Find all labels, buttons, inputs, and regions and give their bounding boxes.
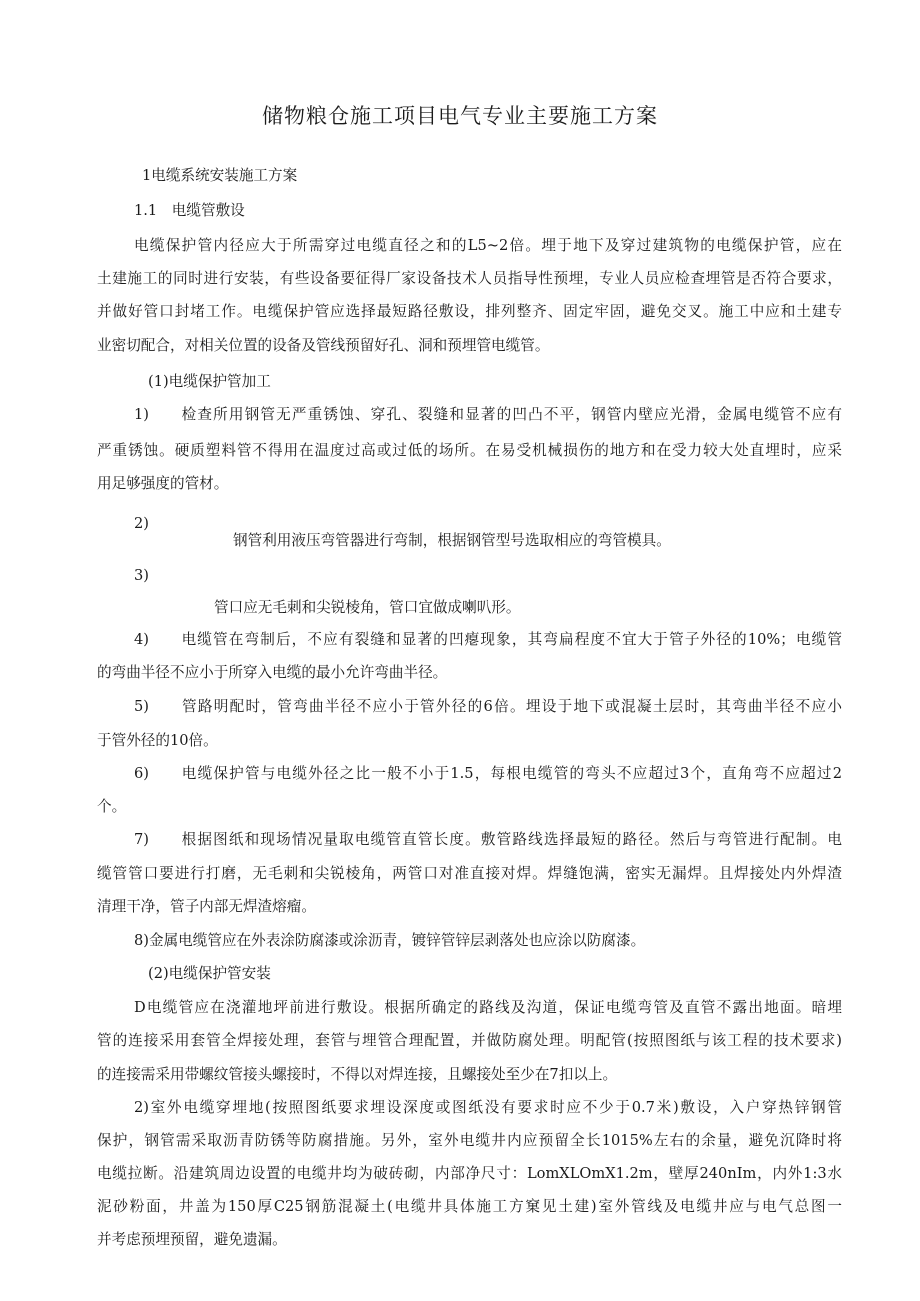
paragraph-line: 的连接需采用带螺纹管接头螺接时，不得以对焊连接，且螺接处至少在7扣以上。 <box>97 1066 618 1083</box>
paragraph-line: 保护，钢管需采取沥青防锈等防腐措施。另外，室外电缆井内应预留全长1015%左右的余量，避免沉降时将 <box>97 1132 842 1149</box>
paragraph-line: 5) 管路明配时，管弯曲半径不应小于管外径的6倍。埋设于地下或混凝土层时，其弯曲半径不应小 <box>134 698 842 715</box>
paragraph-line: 的弯曲半径不应小于所穿入电缆的最小允许弯曲半径。 <box>97 664 448 681</box>
paragraph-line: 电缆保护管内径应大于所需穿过电缆直径之和的L5~2倍。埋于地下及穿过建筑物的电缆保护管，应在 <box>134 237 842 254</box>
document-title: 储物粮仓施工项目电气专业主要施工方案 <box>262 104 658 128</box>
paragraph-line: 缆管管口要进行打磨，无毛刺和尖锐棱角，两管口对准直接对焊。焊缝饱满，密实无漏焊。且焊接处内外焊渣 <box>97 865 842 882</box>
paragraph-line: 个。 <box>97 798 127 815</box>
paragraph-line: 7) 根据图纸和现场情况量取电缆管直管长度。敷管路线选择最短的路径。然后与弯管进行配制。电 <box>134 831 842 848</box>
paragraph-line: 并考虑预埋预留，避免遗漏。 <box>97 1231 287 1248</box>
paragraph-line: 管口应无毛刺和尖锐棱角，管口宜做成喇叭形。 <box>214 599 521 616</box>
list-number: 2) <box>134 515 149 532</box>
paragraph-line: D电缆管应在浇灌地坪前进行敷设。根据所确定的路线及沟道，保证电缆弯管及直管不露出地面。暗埋 <box>134 999 842 1016</box>
paragraph-line: 1) 检查所用钢管无严重锈蚀、穿孔、裂缝和显著的凹凸不平，钢管内壁应光滑，金属电缆管不应有 <box>134 406 842 423</box>
paragraph-line: 于管外径的10倍。 <box>97 732 218 749</box>
paragraph-line: 泥砂粉面，井盖为150厚C25钢筋混凝土(电缆井具体施工方窠见土建)室外管线及电缆井应与电气总图一 <box>97 1198 842 1215</box>
paragraph-line: 清理干净，管子内部无焊渣熔瘤。 <box>97 898 316 915</box>
paragraph-line: 严重锈蚀。硬质塑料管不得用在温度过高或过低的场所。在易受机械损伤的地方和在受力较大处直埋时，应采 <box>97 442 842 459</box>
paragraph-line: 土建施工的同时进行安装，有些设备要征得厂家设备技术人员指导性预埋，专业人员应检查埋管是否符合要求， <box>97 270 842 287</box>
section-heading: 1电缆系统安装施工方案 <box>142 167 298 184</box>
paragraph-line: 8)金属电缆管应在外表涂防腐漆或涂沥青，镀锌管锌层剥落处也应涂以防腐漆。 <box>134 932 646 949</box>
paragraph-line: 钢管利用液压弯管器进行弯制，根据钢管型号选取相应的弯管模具。 <box>233 532 671 549</box>
paragraph-line: 电缆拉断。沿建筑周边设置的电缆井均为破砖砌，内部净尺寸：LomXLOmX1.2m，壁厚240nIm，内外1:3水 <box>97 1165 842 1182</box>
paragraph-line: 管的连接采用套管全焊接处理，套管与埋管合理配置，并做防腐处理。明配管(按照图纸与该工程的技术要求) <box>97 1032 842 1049</box>
item-heading: (1)电缆保护管加工 <box>148 373 271 390</box>
paragraph-line: 并做好管口封堵工作。电缆保护管应选择最短路径敷设，排列整齐、固定牢固，避免交叉。施工中应和土建专 <box>97 303 842 320</box>
paragraph-line: 4) 电缆管在弯制后，不应有裂缝和显著的凹瘪现象，其弯扁程度不宜大于管子外径的10%；电缆管 <box>134 631 842 648</box>
paragraph-line: 业密切配合，对相关位置的设备及管线预留好孔、洞和预埋管电缆管。 <box>97 337 550 354</box>
paragraph-line: 用足够强度的管材。 <box>97 475 229 492</box>
item-heading: (2)电缆保护管安装 <box>148 965 271 982</box>
paragraph-line: 6) 电缆保护管与电缆外径之比一般不小于1.5，每根电缆管的弯头不应超过3个，直角弯不应超过2 <box>134 765 842 782</box>
subsection-heading: 1.1 电缆管敷设 <box>134 202 245 219</box>
list-number: 3) <box>134 567 149 584</box>
paragraph-line: 2)室外电缆穿埋地(按照图纸要求埋设深度或图纸没有要求时应不少于0.7米)敷设，入户穿热锌钢管 <box>134 1099 842 1116</box>
